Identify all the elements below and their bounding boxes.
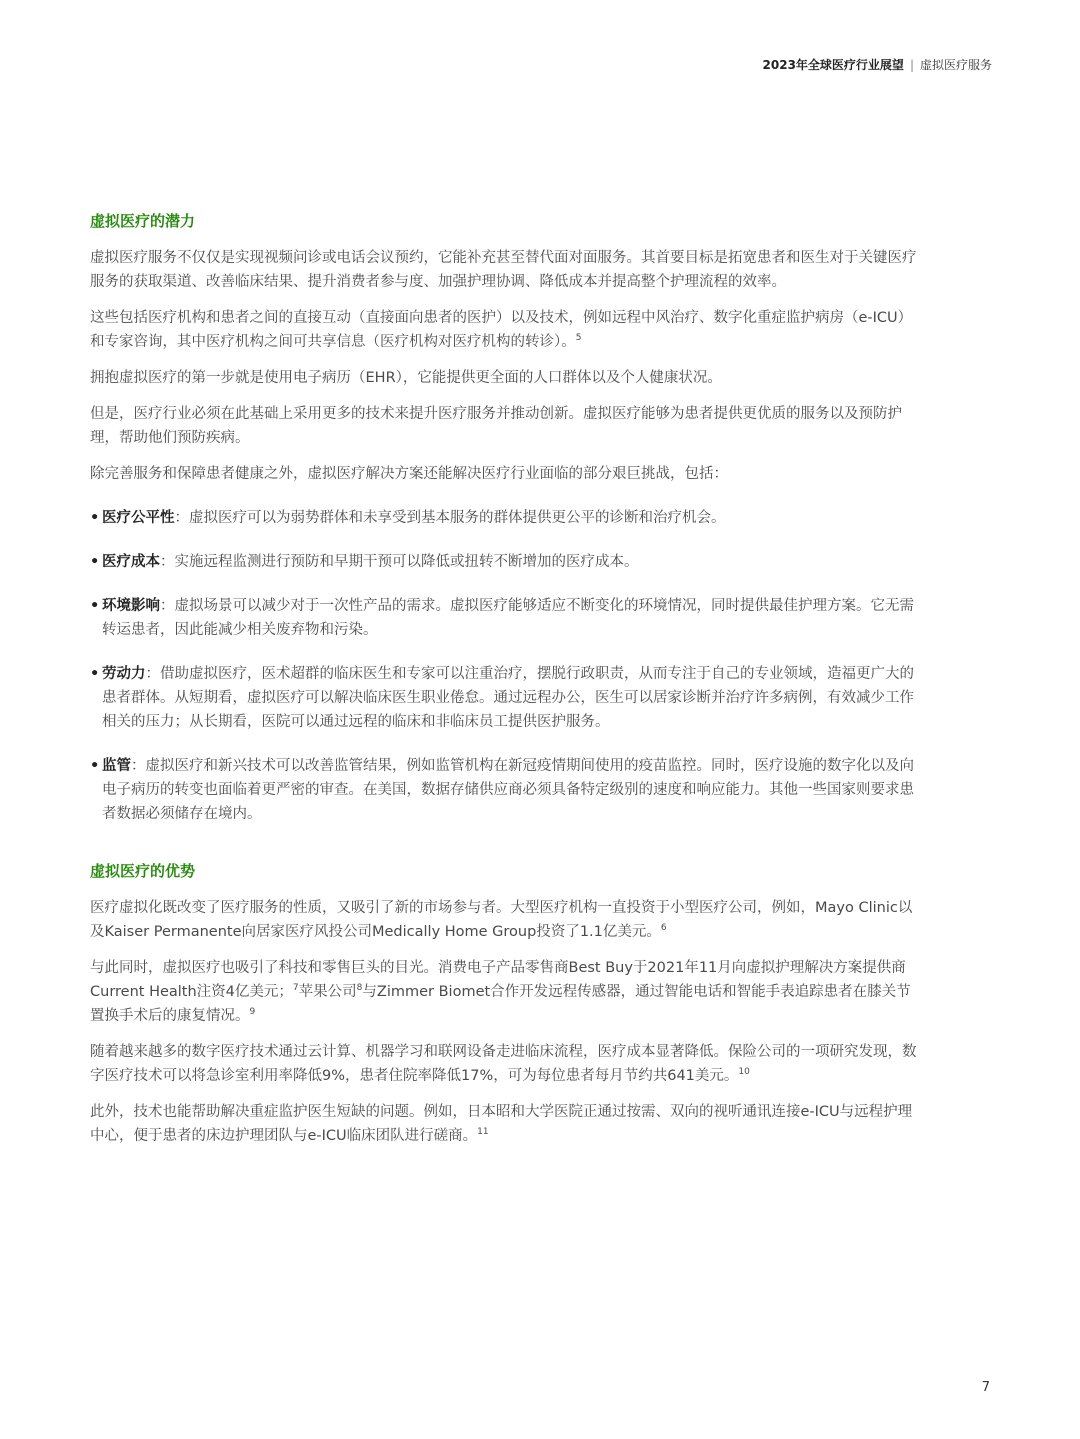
running-header: [763, 56, 992, 73]
page-number: 7: [981, 1380, 990, 1395]
paragraph: [90, 1100, 920, 1148]
bullet-icon: •: [90, 598, 100, 614]
footnote-ref: 9: [249, 1007, 256, 1018]
paragraph-text: 医疗虚拟化既改变了医疗服务的性质，又吸引了新的市场参与者。大型医疗机构一直投资于小型医疗公司，例如，Mayo Clinic以及Kaiser Permanente向居家医疗风投公司Medically Home Group投资了1.1亿美元。: [90, 900, 913, 940]
footnote-ref: 7: [292, 983, 299, 994]
list-item-text: ：虚拟医疗可以为弱势群体和未享受到基本服务的群体提供更公平的诊断和治疗机会。: [174, 510, 726, 526]
footnote-ref: 5: [575, 333, 582, 344]
list-item-text: ：虚拟场景可以减少对于一次性产品的需求。虚拟医疗能够适应不断变化的环境情况，同时提供最佳护理方案。它无需转运患者，因此能减少相关废弃物和污染。: [102, 598, 914, 638]
paragraph: [90, 896, 920, 944]
footnote-ref: 8: [356, 983, 363, 994]
bullet-icon: •: [90, 666, 100, 682]
footnote-ref: 11: [477, 1127, 489, 1138]
paragraph-text: 与Zimmer Biomet合作开发远程传感器，通过智能电话和智能手表追踪患者在膝关节置换手术后的康复情况。: [90, 984, 911, 1024]
paragraph-text: 苹果公司: [298, 984, 357, 1000]
list-item: [90, 550, 920, 574]
paragraph-text: 与此同时，虚拟医疗也吸引了科技和零售巨头的目光。消费电子产品零售商Best Buy于2021年11月向虚拟护理解决方案提供商Current Health注资4亿美元；: [90, 960, 906, 1000]
list-item: [90, 754, 920, 826]
paragraph-text: 随着越来越多的数字医疗技术通过云计算、机器学习和联网设备走进临床流程，医疗成本显著降低。保险公司的一项研究发现，数字医疗技术可以将急诊室利用率降低9%，患者住院率降低17%，可为每位患者每月节约共641美元。: [90, 1044, 917, 1084]
paragraph: [90, 1040, 920, 1088]
paragraph: 但是，医疗行业必须在此基础上采用更多的技术来提升医疗服务并推动创新。虚拟医疗能够为患者提供更优质的服务以及预防护理，帮助他们预防疾病。: [90, 406, 902, 446]
list-item-term: 医疗公平性: [102, 510, 175, 526]
list-item-term: 劳动力: [102, 666, 146, 682]
section-name: 虚拟医疗服务: [919, 58, 992, 72]
list-item: [90, 506, 920, 530]
section-heading-advantages: 虚拟医疗的优势: [90, 862, 196, 880]
paragraph: [90, 956, 920, 1028]
list-item-text: ：虚拟医疗和新兴技术可以改善监管结果，例如监管机构在新冠疫情期间使用的疫苗监控。同时，医疗设施的数字化以及向电子病历的转变也面临着更严密的审查。在美国，数据存储供应商必须具备特定级别的速度和响应能力。其他一些国家则要求患者数据必须储存在境内。: [102, 758, 914, 822]
bullet-icon: •: [90, 554, 100, 570]
list-item-term: 监管: [102, 758, 131, 774]
challenges-list: [90, 506, 920, 826]
page-content: [90, 210, 920, 1160]
paragraph: [90, 306, 920, 354]
list-item-term: 医疗成本: [102, 554, 160, 570]
header-separator: |: [909, 58, 914, 72]
paragraph-text: 此外，技术也能帮助解决重症监护医生短缺的问题。例如，日本昭和大学医院正通过按需、双向的视听通讯连接e-ICU与远程护理中心，便于患者的床边护理团队与e-ICU临床团队进行磋商。: [90, 1104, 913, 1144]
list-item-text: ：借助虚拟医疗，医术超群的临床医生和专家可以注重治疗，摆脱行政职责，从而专注于自己的专业领域，造福更广大的患者群体。从短期看，虚拟医疗可以解决临床医生职业倦怠。通过远程办公，医生可以居家诊断并治疗许多病例，有效减少工作相关的压力；从长期看，医院可以通过远程的临床和非临床员工提供医护服务。: [102, 666, 914, 730]
paragraph: 虚拟医疗服务不仅仅是实现视频问诊或电话会议预约，它能补充甚至替代面对面服务。其首要目标是拓宽患者和医生对于关键医疗服务的获取渠道、改善临床结果、提升消费者参与度、加强护理协调、降低成本并提高整个护理流程的效率。: [90, 250, 917, 290]
bullet-icon: •: [90, 758, 100, 774]
footnote-ref: 10: [738, 1067, 750, 1078]
list-item: [90, 594, 920, 642]
bullet-icon: •: [90, 510, 100, 526]
report-title: 2023年全球医疗行业展望: [762, 58, 904, 72]
list-item-term: 环境影响: [102, 598, 160, 614]
footnote-ref: 6: [660, 923, 667, 934]
paragraph: 除完善服务和保障患者健康之外，虚拟医疗解决方案还能解决医疗行业面临的部分艰巨挑战，包括：: [90, 466, 728, 482]
paragraph-text: 这些包括医疗机构和患者之间的直接互动（直接面向患者的医护）以及技术，例如远程中风治疗、数字化重症监护病房（e-ICU）和专家咨询，其中医疗机构之间可共享信息（医疗机构对医疗机构的转诊）。: [90, 310, 913, 350]
section-heading-potential: 虚拟医疗的潜力: [90, 212, 196, 230]
paragraph: 拥抱虚拟医疗的第一步就是使用电子病历（EHR），它能提供更全面的人口群体以及个人健康状况。: [90, 370, 722, 386]
list-item: [90, 662, 920, 734]
list-item-text: ：实施远程监测进行预防和早期干预可以降低或扭转不断增加的医疗成本。: [160, 554, 639, 570]
